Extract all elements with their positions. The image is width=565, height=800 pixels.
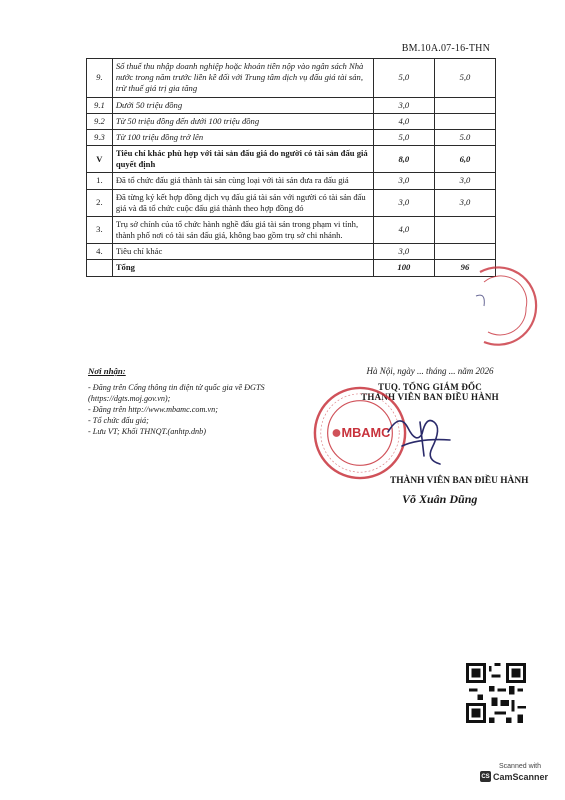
- recipient-line: - Tổ chức đấu giá;: [88, 416, 149, 426]
- row-number: 2.: [87, 189, 113, 216]
- row-max-score: 3,0: [373, 189, 434, 216]
- row-number: 9.: [87, 59, 113, 98]
- row-max-score: 3,0: [373, 173, 434, 189]
- table-row: [87, 173, 496, 189]
- row-description: Từ 100 triệu đồng trở lên: [112, 129, 373, 145]
- row-score: [434, 216, 495, 243]
- table-row: [87, 216, 496, 243]
- tuq-line: TUQ. TỔNG GIÁM ĐỐC: [378, 382, 482, 392]
- row-score: 5,0: [434, 59, 495, 98]
- seal-partial-icon: [470, 266, 540, 346]
- date-line: Hà Nội, ngày ... tháng ... năm 2026: [366, 366, 494, 376]
- camscanner-watermark: [480, 763, 560, 782]
- camscanner-logo-icon: CS: [480, 771, 491, 782]
- row-number: 3.: [87, 216, 113, 243]
- recipients-title: Nơi nhận:: [88, 366, 126, 376]
- table-row: [87, 59, 496, 98]
- row-description: Số thuế thu nhập doanh nghiệp hoặc khoản tiền nộp vào ngân sách Nhà nước trong năm trước liền kề đối với Trung tâm dịch vụ đấu giá tài sản, trừ thuế giá trị gia tăng: [112, 59, 373, 98]
- row-score: 5.0: [434, 129, 495, 145]
- row-max-score: 8,0: [373, 146, 434, 173]
- table-row: [87, 189, 496, 216]
- row-number: 9.2: [87, 113, 113, 129]
- table-row: [87, 146, 496, 173]
- recipient-line: - Đăng trên Cổng thông tin điện tử quốc gia về ĐGTS (https://dgts.moj.gov.vn);: [88, 382, 265, 403]
- row-max-score: 4,0: [373, 113, 434, 129]
- row-description: Tiêu chí khác phù hợp với tài sản đấu giá do người có tài sản đấu giá quyết định: [112, 146, 373, 173]
- row-max-score: 100: [373, 260, 434, 276]
- row-max-score: 5,0: [373, 59, 434, 98]
- row-number: V: [87, 146, 113, 173]
- row-score: [434, 97, 495, 113]
- signer-title: THÀNH VIÊN BAN ĐIỀU HÀNH: [390, 476, 529, 486]
- table-row: [87, 129, 496, 145]
- row-score: 3,0: [434, 189, 495, 216]
- recipient-line: - Lưu VT; Khối THNQT.(anhtp.dnb): [88, 427, 206, 437]
- signature-icon: [380, 402, 470, 472]
- row-number: 4.: [87, 244, 113, 260]
- row-max-score: 3,0: [373, 244, 434, 260]
- recipients-block: [88, 366, 298, 437]
- criteria-table: [86, 58, 496, 277]
- row-number: 9.1: [87, 97, 113, 113]
- row-max-score: 3,0: [373, 97, 434, 113]
- camscanner-name: CamScanner: [493, 771, 549, 782]
- row-number: 1.: [87, 173, 113, 189]
- row-score: [434, 244, 495, 260]
- board-line: THÀNH VIÊN BAN ĐIỀU HÀNH: [361, 392, 499, 402]
- table-row: [87, 244, 496, 260]
- row-description: Dưới 50 triệu đồng: [112, 97, 373, 113]
- qr-code-icon: [466, 663, 526, 723]
- recipient-line: - Đăng trên http://www.mbamc.com.vn;: [88, 405, 218, 414]
- row-score: 96: [434, 260, 495, 276]
- row-max-score: 5,0: [373, 129, 434, 145]
- row-description: Trụ sở chính của tổ chức hành nghề đấu giá tài sản trong phạm vi tỉnh, thành phố nơi có tài sản đấu giá, không bao gồm trụ sở chi nhánh.: [112, 216, 373, 243]
- scanned-with-label: Scanned with: [498, 763, 542, 770]
- row-score: 3,0: [434, 173, 495, 189]
- row-number: 9.3: [87, 129, 113, 145]
- row-description: Từ 50 triệu đồng đến dưới 100 triệu đồng: [112, 113, 373, 129]
- stamp-text: MBAMC: [341, 424, 391, 440]
- table-row: [87, 260, 496, 276]
- table-row: [87, 97, 496, 113]
- signer-name: Võ Xuân Dũng: [402, 492, 478, 506]
- row-score: 6,0: [434, 146, 495, 173]
- row-description: Tổng: [112, 260, 373, 276]
- row-description: Đã từng ký kết hợp đồng dịch vụ đấu giá tài sản với người có tài sản đấu giá và đã tổ chức cuộc đấu giá thành theo hợp đồng đó: [112, 189, 373, 216]
- table-row: [87, 113, 496, 129]
- row-description: Tiêu chí khác: [112, 244, 373, 260]
- row-max-score: 4,0: [373, 216, 434, 243]
- row-number: [87, 260, 113, 276]
- row-description: Đã tổ chức đấu giá thành tài sản cùng loại với tài sản đưa ra đấu giá: [112, 173, 373, 189]
- row-score: [434, 113, 495, 129]
- document-code: BM.10A.07-16-THN: [401, 43, 490, 54]
